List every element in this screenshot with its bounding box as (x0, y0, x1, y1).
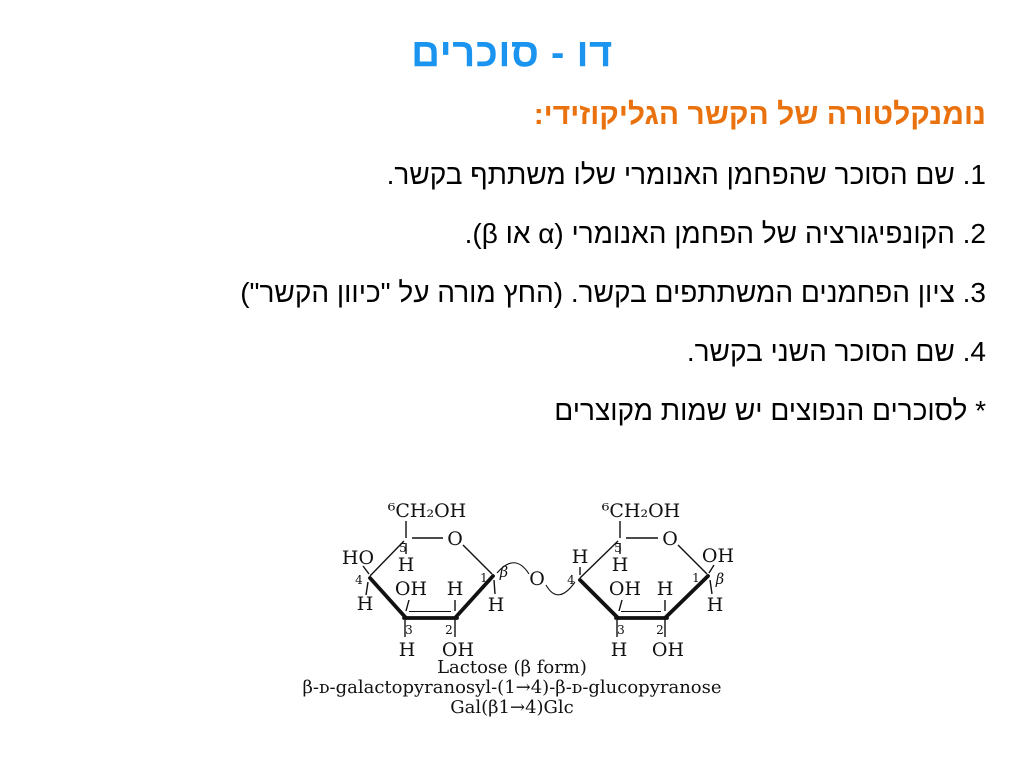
list-item-1: 1. שם הסוכר שהפחמן האנומרי שלו משתתף בקשר. (386, 159, 986, 190)
oh-label: OH (441, 639, 475, 661)
h-label: H (398, 639, 416, 661)
oh-label: OH (608, 578, 642, 600)
h-label: H (356, 593, 374, 615)
ring-oxygen-label: O (447, 528, 463, 550)
ho-label: HO (341, 547, 375, 569)
bond (494, 580, 495, 594)
glucose-ring (567, 500, 734, 661)
caption-line-2: β-ᴅ-galactopyranosyl-(1→4)-β-ᴅ-glucopyranose (302, 677, 722, 698)
structure-caption (282, 658, 742, 718)
caption-line-3: Gal(β1→4)Glc (450, 697, 574, 718)
caption-line-1: Lactose (β form) (437, 657, 587, 678)
list-item-3: 3. ציון הפחמנים המשתתפים בקשר. (החץ מורה על "כיוון הקשר") (240, 277, 986, 308)
list-item-2: 2. הקונפיגורציה של הפחמן האנומרי (α או β). (464, 218, 986, 249)
c5-number: 5 (614, 541, 622, 555)
list-item-4: 4. שם הסוכר השני בקשר. (686, 336, 986, 367)
beta-label: β (715, 572, 725, 588)
c1-number: 1 (480, 571, 488, 585)
footnote: * לסוכרים הנפוצים יש שמות מקוצרים (554, 395, 986, 426)
c2-number: 2 (445, 623, 453, 637)
c1-number: 1 (692, 571, 700, 585)
oh-label: OH (394, 578, 428, 600)
section-heading: נומנקלטורה של הקשר הגליקוזידי: (533, 98, 986, 131)
beta-label: β (499, 565, 509, 581)
c4-number: 4 (355, 573, 363, 587)
c3-number: 3 (617, 623, 625, 637)
c3-number: 3 (405, 623, 413, 637)
bond (463, 545, 492, 574)
c4-number: 4 (567, 573, 575, 587)
bond (619, 600, 622, 611)
h-label: H (706, 594, 724, 616)
glycosidic-linkage (497, 563, 575, 595)
glycosidic-oxygen-label: O (529, 568, 545, 590)
h-label: H (611, 554, 629, 576)
bond (406, 600, 409, 611)
ch2oh-label: ⁶CH₂OH (387, 500, 467, 522)
h-label: H (610, 639, 628, 661)
ring-oxygen-label: O (662, 528, 678, 550)
ch2oh-label: ⁶CH₂OH (601, 500, 681, 522)
galactose-ring (342, 500, 508, 661)
c2-number: 2 (656, 623, 664, 637)
h-label: H (656, 578, 674, 600)
h-label: H (446, 578, 464, 600)
c5-number: 5 (399, 541, 407, 555)
h-label: H (487, 594, 505, 616)
bond (710, 580, 712, 594)
oh-label: OH (701, 545, 735, 567)
content-block (30, 96, 986, 451)
oh-label: OH (651, 639, 685, 661)
slide-title: דו - סוכרים (411, 30, 613, 75)
h-label: H (571, 546, 589, 568)
lactose-structure-diagram (330, 488, 760, 666)
h-label: H (397, 554, 415, 576)
